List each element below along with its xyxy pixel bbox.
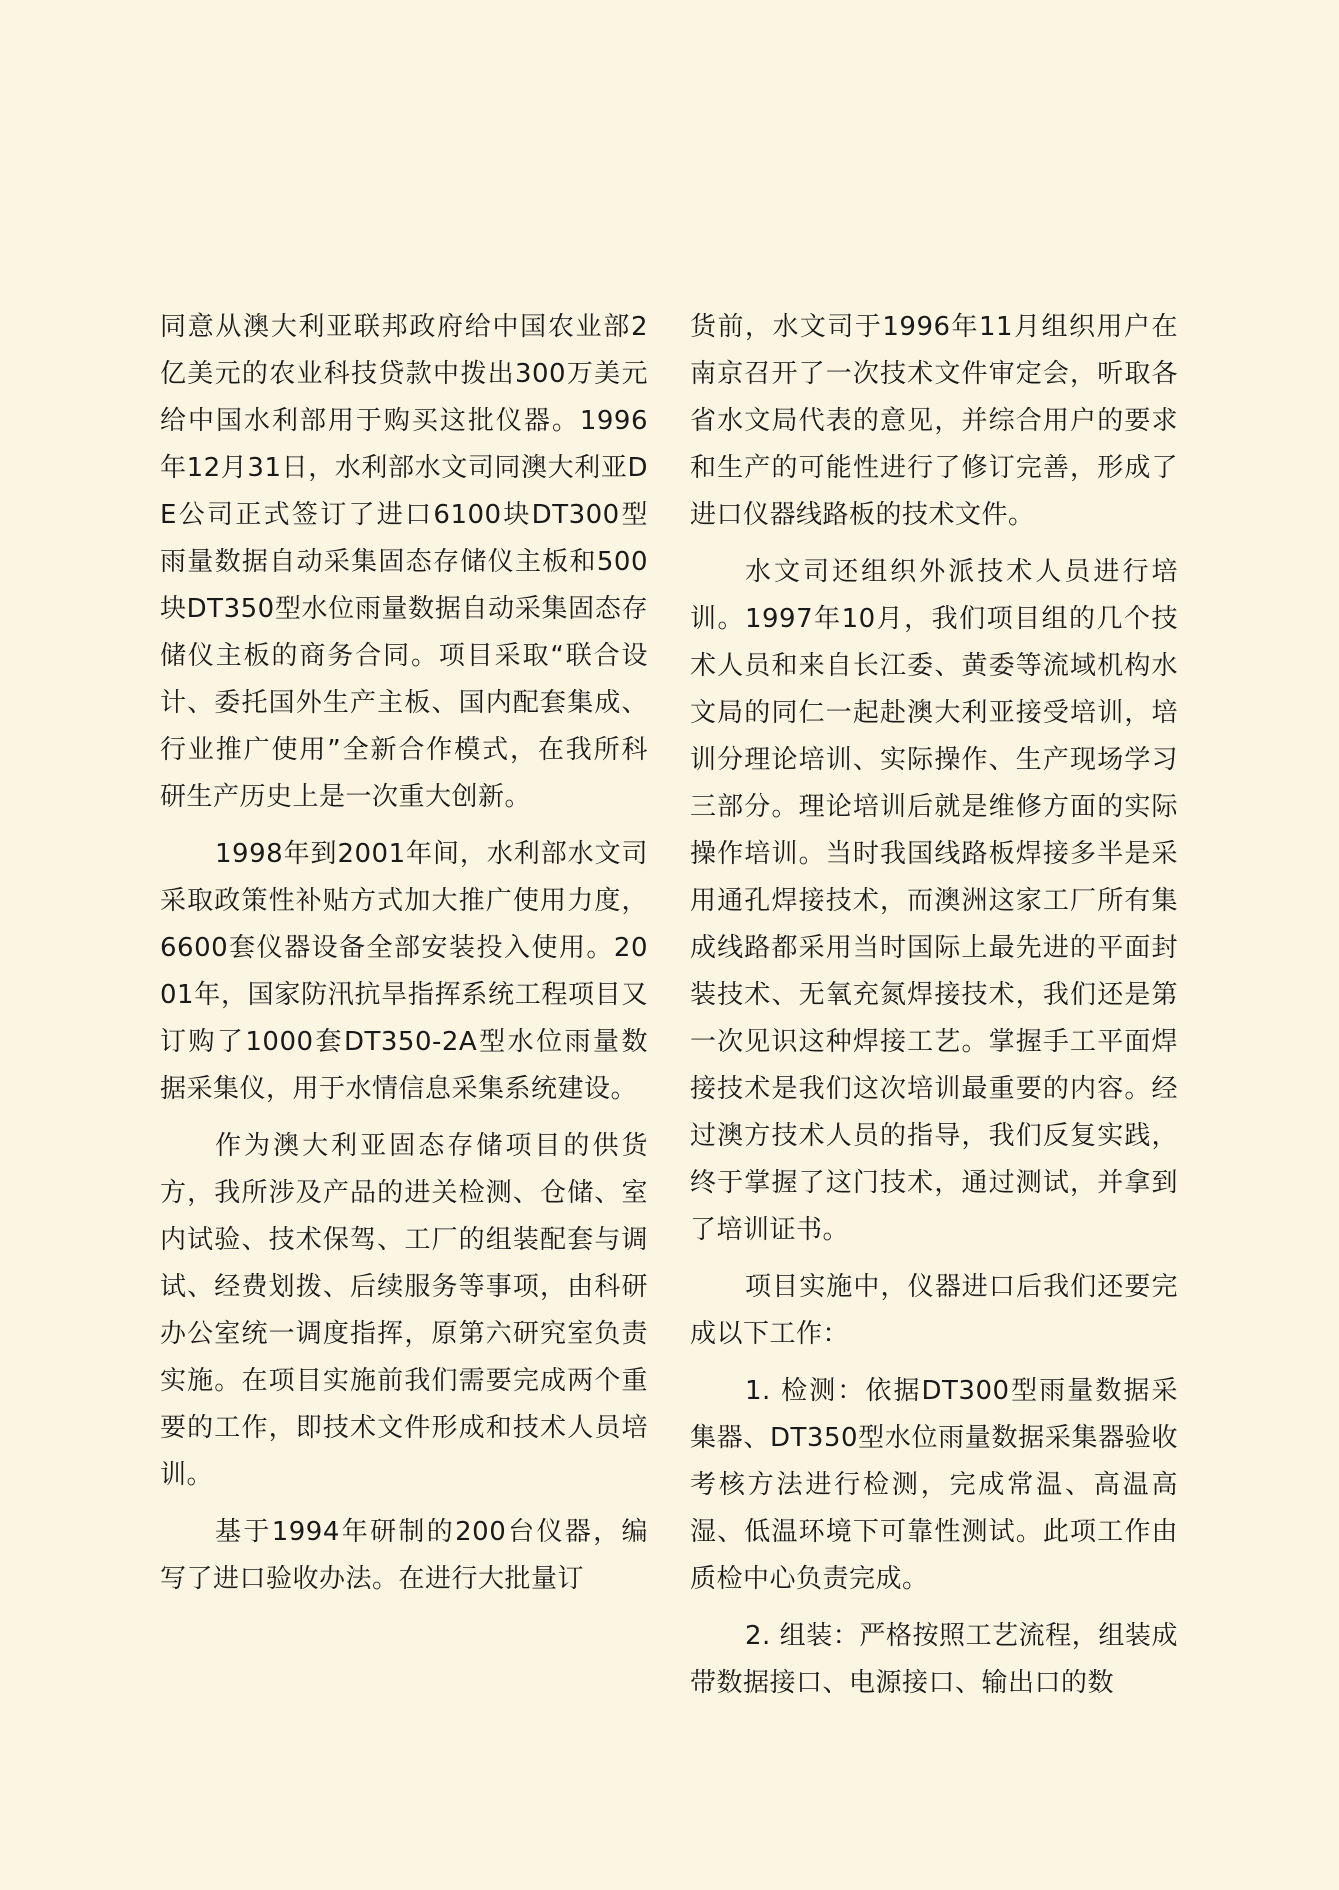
paragraph-left-2: 1998年到2001年间，水利部水文司采取政策性补贴方式加大推广使用力度，6600套仪器设备全部安装投入使用。2001年，国家防汛抗旱指挥系统工程项目又订购了1000套DT350-2A型水位雨量数据采集仪，用于水情信息采集系统建设。	[160, 839, 648, 1104]
paragraph-right-3: 项目实施中，仪器进口后我们还要完成以下工作：	[690, 1272, 1178, 1349]
paragraph-left-4: 基于1994年研制的200台仪器，编写了进口验收办法。在进行大批量订	[160, 1517, 648, 1594]
paragraph-right-5: 2. 组装：严格按照工艺流程，组装成带数据接口、电源接口、输出口的数	[690, 1621, 1178, 1698]
paragraph-left-1: 同意从澳大利亚联邦政府给中国农业部2亿美元的农业科技贷款中拨出300万美元给中国水利部用于购买这批仪器。1996年12月31日，水利部水文司同澳大利亚DE公司正式签订了进口6100块DT300型雨量数据自动采集固态存储仪主板和500块DT350型水位雨量数据自动采集固态存储仪主板的商务合同。项目采取“联合设计、委托国外生产主板、国内配套集成、行业推广使用”全新合作模式，在我所科研生产历史上是一次重大创新。	[160, 312, 648, 812]
paragraph-right-2: 水文司还组织外派技术人员进行培训。1997年10月，我们项目组的几个技术人员和来自长江委、黄委等流域机构水文局的同仁一起赴澳大利亚接受培训，培训分理论培训、实际操作、生产现场学习三部分。理论培训后就是维修方面的实际操作培训。当时我国线路板焊接多半是采用通孔焊接技术，而澳洲这家工厂所有集成线路都采用当时国际上最先进的平面封装技术、无氧充氮焊接技术，我们还是第一次见识这种焊接工艺。掌握手工平面焊接技术是我们这次培训最重要的内容。经过澳方技术人员的指导，我们反复实践，终于掌握了这门技术，通过测试，并拿到了培训证书。	[690, 557, 1178, 1245]
left-text-column	[160, 304, 648, 1613]
paragraph-right-1: 货前，水文司于1996年11月组织用户在南京召开了一次技术文件审定会，听取各省水文局代表的意见，并综合用户的要求和生产的可能性进行了修订完善，形成了进口仪器线路板的技术文件。	[690, 312, 1178, 530]
paragraph-left-3: 作为澳大利亚固态存储项目的供货方，我所涉及产品的进关检测、仓储、室内试验、技术保驾、工厂的组装配套与调试、经费划拨、后续服务等事项，由科研办公室统一调度指挥，原第六研究室负责实施。在项目实施前我们需要完成两个重要的工作，即技术文件形成和技术人员培训。	[160, 1131, 648, 1490]
paragraph-right-4: 1. 检测：依据DT300型雨量数据采集器、DT350型水位雨量数据采集器验收考核方法进行检测，完成常温、高温高湿、低温环境下可靠性测试。此项工作由质检中心负责完成。	[690, 1376, 1178, 1594]
right-text-column	[690, 304, 1178, 1717]
